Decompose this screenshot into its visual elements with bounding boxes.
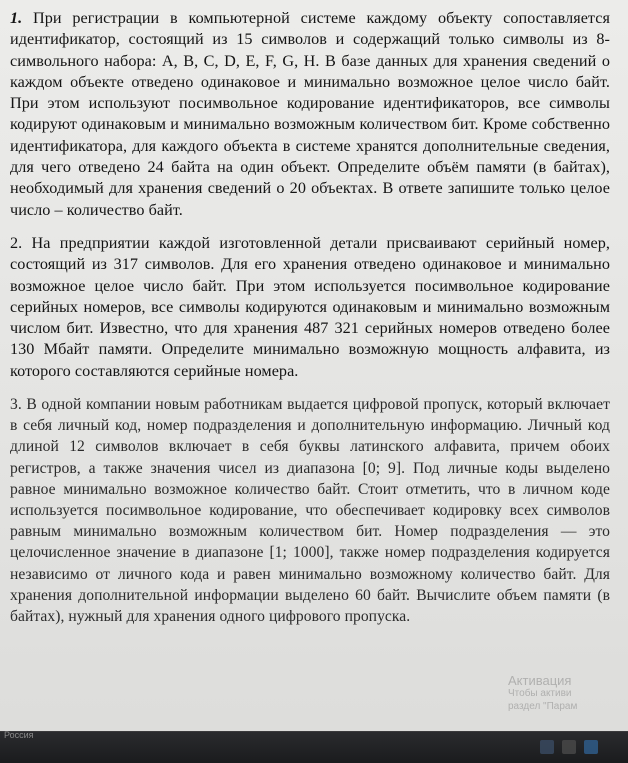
task-1 xyxy=(10,8,610,221)
task-3-text: В одной компании новым работникам выдается цифровой пропуск, который включает в себя личный код, номер подразделения и дополнительную информацию. Личный код длиной 12 символов включает в себя буквы латинского алфавита, причем обоих регистров, а также значения чисел из диапазона [0; 9]. Под личные коды выделено равное минимально возможное количество байт. Стоит отметить, что в личном коде используется посимвольное кодирование, что обеспечивает кодировку всех символов равным минимально возможным количеством бит. Номер подразделения — это целочисленное значение в диапазоне [1; 1000], также номер подразделения кодируется независимо от личного кода и равен минимально возможному количество байт. Для хранения дополнительной информации выделено 60 байт. Вычислите объем памяти (в байтах), нужный для хранения одного цифрового пропуска. xyxy=(10,396,610,626)
taskbar-region-label: Россия xyxy=(4,730,34,740)
task-1-text: При регистрации в компьютерной системе каждому объекту сопоставляется идентификатор, состоящий из 15 символов и содержащий только символы из 8-символьного набора: A, B, C, D, E, F, G, H. В базе данных для хранения сведений о каждом объекте отведено одинаковое и минимально возможное целое число байт. При этом используют посимвольное кодирование идентификаторов, все символы кодируют одинаковым и минимально возможным количеством бит. Кроме собственно идентификатора, для каждого объекта в системе хранятся дополнительные сведения, для чего отведено 24 байта на один объект. Определите объём памяти (в байтах), необходимый для хранения сведений о 20 объектах. В ответе запишите только целое число – количество байт. xyxy=(10,9,610,219)
task-2-number: 2. xyxy=(10,233,23,252)
taskbar-tray-icon[interactable] xyxy=(562,740,576,754)
watermark-line: Чтобы активи xyxy=(508,688,572,699)
task-2 xyxy=(10,233,610,382)
watermark-line-2: раздел "Парам xyxy=(508,701,578,712)
taskbar xyxy=(0,731,628,763)
task-3 xyxy=(10,394,610,627)
watermark-title: Активация xyxy=(508,673,572,688)
taskbar-network-icon[interactable] xyxy=(584,740,598,754)
document-page xyxy=(10,8,610,726)
task-3-number: 3. xyxy=(10,396,22,414)
task-1-number: 1. xyxy=(10,9,23,27)
windows-activation-watermark xyxy=(508,674,618,713)
taskbar-app-icon[interactable] xyxy=(540,740,554,754)
task-2-text: На предприятии каждой изготовленной детали присваивают серийный номер, состоящий из 317 символов. Для его хранения отведено одинаковое и минимально возможное целое число байт. При этом используется посимвольное кодирование серийных номеров, все символы кодируются одинаковым и минимально возможным числом бит. Известно, что для хранения 487 321 серийных номеров отведено более 130 Мбайт памяти. Определите минимально возможную мощность алфавита, из которого составляются серийные номера. xyxy=(10,233,610,380)
